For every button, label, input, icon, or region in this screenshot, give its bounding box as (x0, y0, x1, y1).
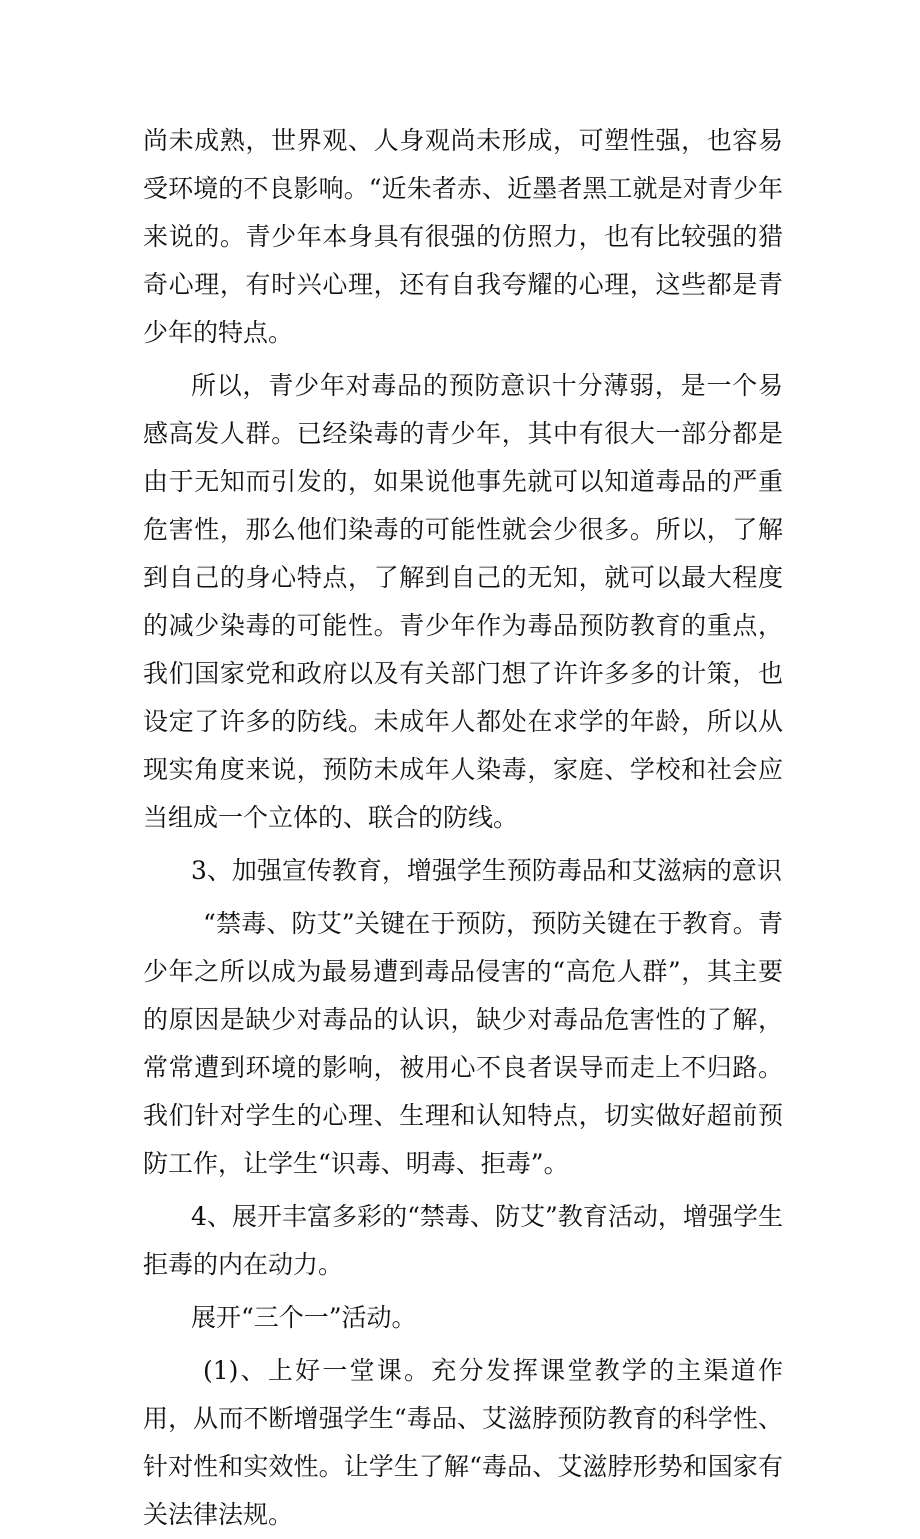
paragraph-2: 所以，青少年对毒品的预防意识十分薄弱，是一个易感高发人群。已经染毒的青少年，其中有很大一部分都是由于无知而引发的，如果说他事先就可以知道毒品的严重危害性，那么他们染毒的可能性就会少很多。所以，了解到自己的身心特点，了解到自己的无知，就可以最大程度的减少染毒的可能性。青少年作为毒品预防教育的重点，我们国家党和政府以及有关部门想了许许多多的计策，也设定了许多的防线。未成年人都处在求学的年龄，所以从现实角度来说，预防未成年人染毒，家庭、学校和社会应当组成一个立体的、联合的防线。 (143, 371, 783, 832)
paragraph-6: 展开“三个一”活动。 (191, 1303, 417, 1332)
paragraph-5-heading: 4、展开丰富多彩的“禁毒、防艾”教育活动，增强学生拒毒的内在动力。 (143, 1202, 783, 1279)
paragraph-1: 尚未成熟，世界观、人身观尚未形成，可塑性强，也容易受环境的不良影响。“近朱者赤、近墨者黑工就是对青少年来说的。青少年本身具有很强的仿照力，也有比较强的猎奇心理，有时兴心理，还有自我夸耀的心理，这些都是青少年的特点。 (143, 126, 783, 347)
paragraph-3-heading: 3、加强宣传教育，增强学生预防毒品和艾滋病的意识 (191, 856, 782, 885)
document-body (143, 117, 783, 1539)
paragraph-7: (1)、上好一堂课。充分发挥课堂教学的主渠道作用，从而不断增强学生“毒品、艾滋脖预防教育的科学性、针对性和实效性。让学生了解“毒品、艾滋脖形势和国家有关法律法规。 (143, 1356, 783, 1529)
paragraph-4: “禁毒、防艾”关键在于预防，预防关键在于教育。青少年之所以成为最易遭到毒品侵害的“高危人群”，其主要的原因是缺少对毒品的认识，缺少对毒品危害性的了解，常常遭到环境的影响，被用心不良者误导而走上不归路。我们针对学生的心理、生理和认知特点，切实做好超前预防工作，让学生“识毒、明毒、拒毒”。 (143, 909, 783, 1178)
